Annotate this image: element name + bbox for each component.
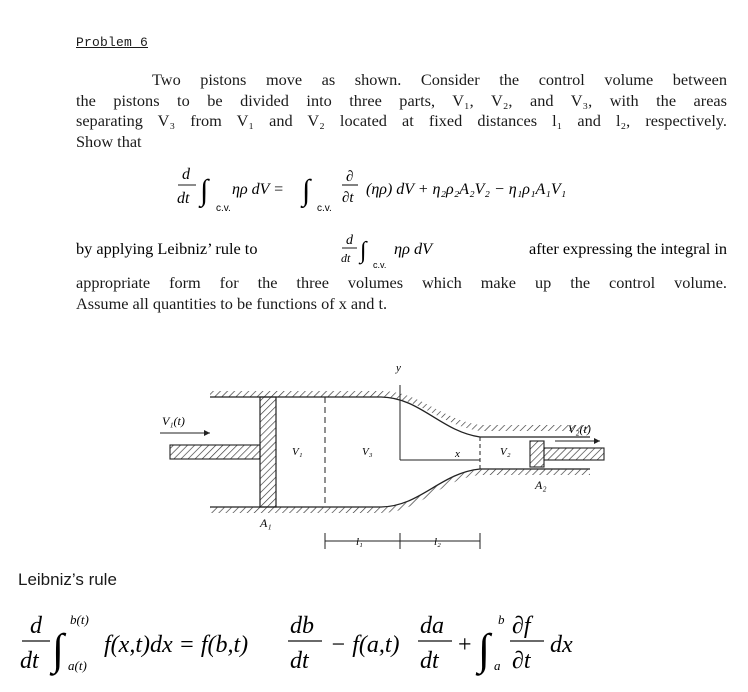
label-l2: l₂	[434, 536, 441, 548]
by-prefix: by applying Leibniz’ rule to	[76, 239, 258, 258]
label-y: y	[396, 362, 401, 374]
rule-upper-2: b	[498, 612, 505, 627]
problem-statement	[76, 70, 727, 152]
rule-integrand: f(x,t)dx = f(b,t)	[104, 632, 249, 658]
label-a1: A₁	[260, 516, 272, 530]
closing-line-1: appropriate form for the three volumes which make up the control volume.	[76, 273, 727, 292]
by-sub: c.v.	[373, 260, 387, 270]
rule-d: d	[30, 613, 42, 639]
by-d: d	[346, 233, 353, 248]
statement-line-4: Show that	[76, 131, 142, 151]
eq-integral-1: ∫	[200, 174, 209, 207]
eq-integral-2: ∫	[302, 174, 311, 207]
label-vol3: V₃	[362, 446, 373, 458]
rule-dx: dx	[550, 632, 573, 658]
rule-dpt: ∂t	[512, 648, 531, 674]
by-integrand: ηρ dV	[394, 239, 433, 258]
label-l1: l₁	[356, 536, 363, 548]
eq-partial-t: ∂t	[342, 190, 354, 206]
by-integral: ∫	[360, 238, 367, 264]
rule-db: db	[290, 613, 314, 639]
main-equation	[0, 160, 748, 220]
eq-d: d	[182, 166, 190, 183]
left-piston-rod	[170, 445, 260, 459]
eq-dt: dt	[177, 190, 190, 207]
rule-integral-2: ∫	[478, 625, 491, 674]
problem-closing	[76, 273, 727, 314]
label-v1-t: V₁(t)	[162, 414, 185, 428]
eq-sub-1: c.v.	[216, 203, 231, 214]
rule-dt-3: dt	[420, 648, 439, 674]
statement-line-3: separating V₃ from V₁ and V₂ located at fixed distances l₁ and l₂, respectively.	[76, 111, 727, 130]
rule-integral: ∫	[52, 625, 65, 674]
leibniz-heading: Leibniz’s rule	[18, 570, 117, 589]
label-a2: A₂	[535, 478, 547, 492]
rule-lower: a(t)	[68, 658, 87, 673]
rule-df: ∂f	[512, 613, 531, 639]
problem-title: Problem 6	[76, 35, 149, 50]
rule-lower-2: a	[494, 658, 501, 673]
rule-upper: b(t)	[70, 612, 89, 627]
closing-line-2: Assume all quantities to be functions of x and t.	[76, 293, 388, 313]
rule-da: da	[420, 613, 444, 639]
label-x: x	[455, 448, 460, 460]
label-vol2: V₂	[500, 446, 511, 458]
rule-dt: dt	[20, 648, 39, 674]
statement-line-2: the pistons to be divided into three parts, V₁, V₂, and V₃, with the areas	[76, 90, 727, 110]
eq-integrand-1: ηρ dV =	[232, 181, 284, 198]
by-applying-line	[76, 232, 727, 270]
by-dt: dt	[341, 251, 351, 265]
leibniz-formula	[0, 600, 748, 690]
eq-sub-2: c.v.	[317, 203, 332, 214]
left-piston	[260, 397, 276, 507]
eq-rest: (ηρ) dV + η₂ρ₂A₂V₂ − η₁ρ₁A₁V₁	[366, 181, 567, 198]
by-suffix: after expressing the integral in	[528, 239, 727, 258]
statement-line-1: Two pistons move as shown. Consider the control volume between	[152, 70, 727, 89]
label-v2-t: V₂(t)	[568, 422, 591, 436]
eq-partial: ∂	[346, 169, 354, 185]
piston-figure	[150, 355, 620, 555]
right-piston-rod	[544, 448, 604, 460]
rule-plus: +	[458, 632, 472, 658]
rule-minus-f: − f(a,t)	[330, 632, 400, 658]
label-vol1: V₁	[292, 446, 303, 458]
rule-dt-2: dt	[290, 648, 309, 674]
right-piston	[530, 441, 544, 467]
